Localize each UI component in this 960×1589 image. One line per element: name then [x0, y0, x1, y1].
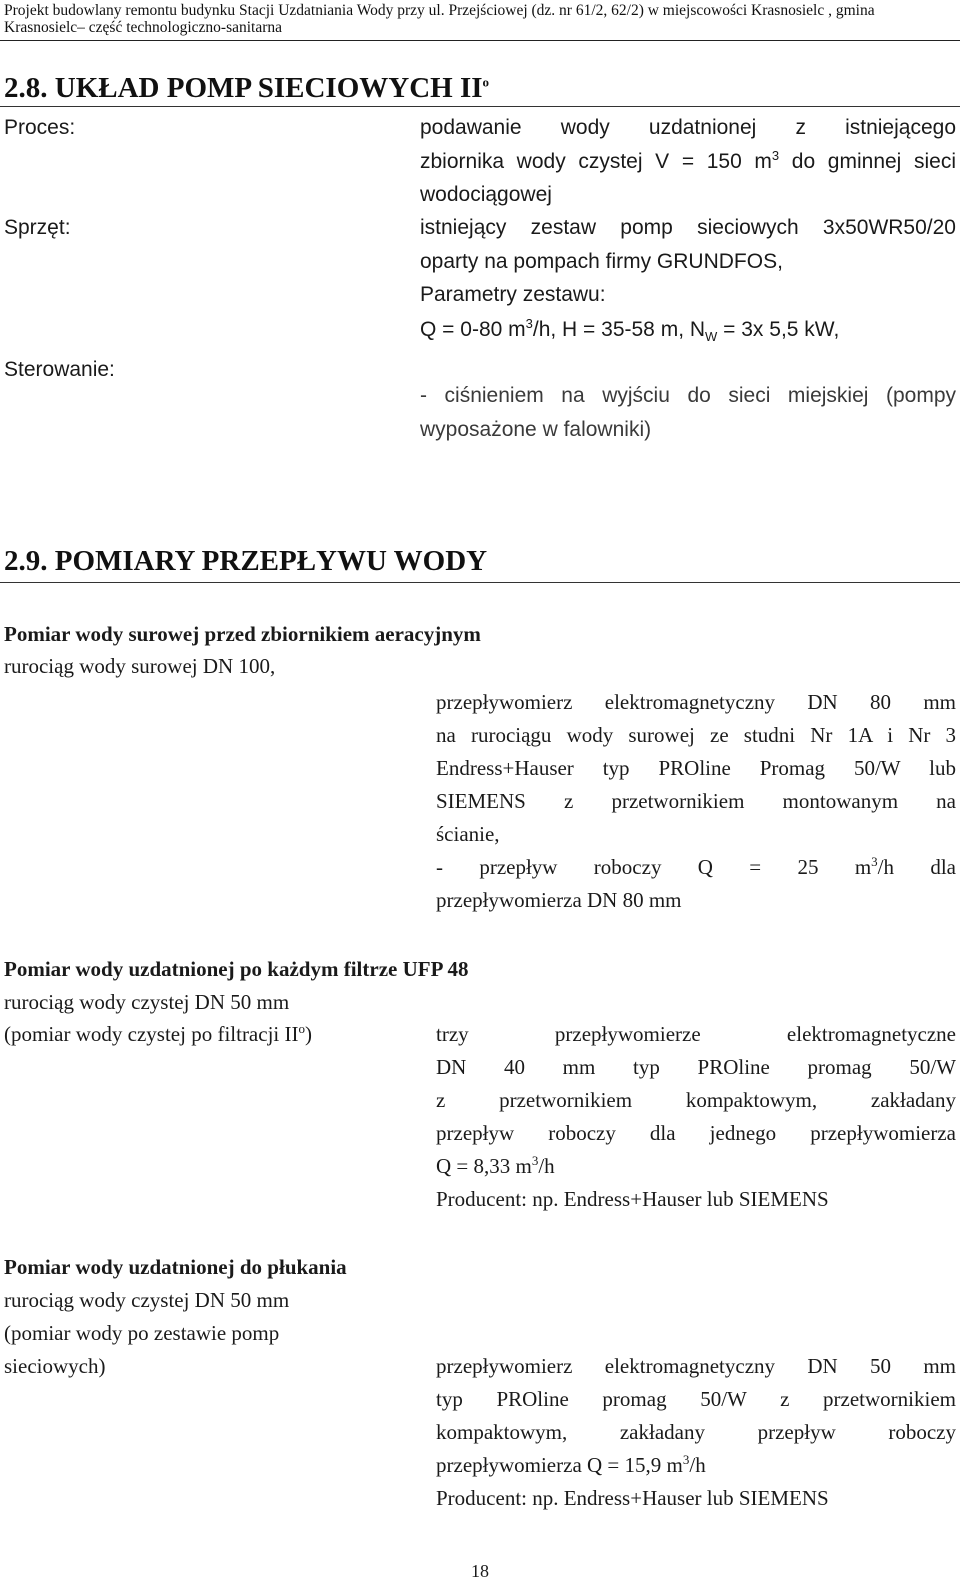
block1-right-line-3: Endress+Hauser typ PROline Promag 50/W lub	[436, 756, 956, 780]
block3-right-line-2: typ PROline promag 50/W z przetwornikiem	[436, 1387, 956, 1411]
proces-label: Proces:	[4, 116, 76, 139]
block3-right-line-4: przepływomierza Q = 15,9 $m^3/h$	[436, 1452, 706, 1477]
block2-right-line-2: DN 40 mm typ PROline promag 50/W	[436, 1055, 956, 1079]
block1-right-line-5: ścianie,	[436, 822, 500, 846]
block1-right-line-2: na rurociągu wody surowej ze studni Nr 1A i Nr 3	[436, 723, 956, 747]
block3-right-line-3: kompaktowym, zakładany przepływ roboczy	[436, 1420, 956, 1444]
sterowanie-label: Sterowanie:	[4, 358, 115, 381]
block2-right-line-6: Producent: np. Endress+Hauser lub SIEMENS	[436, 1187, 829, 1211]
running-header-line-2: Krasnosielc– część technologiczno-sanitarna	[4, 19, 283, 36]
block1-right-line-7: przepływomierza DN 80 mm	[436, 888, 682, 912]
proces-line-3: wodociągowej	[420, 183, 552, 206]
block3-heading: Pomiar wody uzdatnionej do płukania	[4, 1255, 347, 1279]
sprzet-line-1: istniejący zestaw pomp sieciowych 3x50WR50/20	[420, 216, 956, 239]
block1-right-line-1: przepływomierz elektromagnetyczny DN 80 mm	[436, 690, 956, 714]
header-divider	[0, 40, 960, 41]
block2-right-line-4: przepływ roboczy dla jednego przepływomierza	[436, 1121, 956, 1145]
block2-right-line-5: Q = 8,33 $m^3/h$	[436, 1153, 555, 1178]
section-2-9-title: 2.9. POMIARY PRZEPŁYWU WODY	[4, 545, 488, 577]
block3-right-line-1: przepływomierz elektromagnetyczny DN 50 mm	[436, 1354, 956, 1378]
running-header-line-1: Projekt budowlany remontu budynku Stacji Uzdatniania Wody przy ul. Przejściowej (dz. nr 61/2, 62/2) w miejscowości Krasnosielc , gmina	[4, 2, 875, 19]
sprzet-label: Sprzęt:	[4, 216, 71, 239]
sterowanie-line-2: wyposażone w falowniki)	[420, 418, 652, 441]
proces-line-2: zbiornika wody czystej V = 150 $m^3$ do gminnej sieci	[420, 148, 956, 173]
block1-right-line-6: - przepływ roboczy Q = 25 $m^3/h$ dla	[436, 854, 956, 879]
section-2-8-underline	[0, 106, 960, 107]
sprzet-line-2: oparty na pompach firmy GRUNDFOS,	[420, 250, 783, 273]
block1-left-line-1: rurociąg wody surowej DN 100,	[4, 654, 276, 678]
block3-left-line-2: (pomiar wody po zestawie pomp	[4, 1321, 280, 1345]
block2-left-line-1: rurociąg wody czystej DN 50 mm	[4, 990, 290, 1014]
sprzet-line-3: Parametry zestawu:	[420, 283, 606, 306]
block1-right-line-4: SIEMENS z przetwornikiem montowanym na	[436, 789, 956, 813]
block3-left-line-3: sieciowych)	[4, 1354, 106, 1378]
sterowanie-line-1: - ciśnieniem na wyjściu do sieci miejskiej (pompy	[420, 384, 956, 407]
block3-left-line-1: rurociąg wody czystej DN 50 mm	[4, 1288, 290, 1312]
section-2-8-title: 2.8. UKŁAD POMP SIECIOWYCH $II^o$	[4, 72, 490, 104]
block2-heading: Pomiar wody uzdatnionej po każdym filtrze UFP 48	[4, 957, 469, 981]
block1-heading: Pomiar wody surowej przed zbiornikiem aeracyjnym	[4, 622, 481, 646]
block3-right-line-5: Producent: np. Endress+Hauser lub SIEMENS	[436, 1486, 829, 1510]
block2-right-line-3: z przetwornikiem kompaktowym, zakładany	[436, 1088, 956, 1112]
page-number: 18	[471, 1561, 489, 1581]
proces-line-1: podawanie wody uzdatnionej z istniejącego	[420, 116, 956, 139]
pump-parameters: Q = 0-80 $m^3/h$, H = 35-58 m, $N_W = 3x$ 5,5 kW,	[420, 316, 840, 345]
block2-left-line-2: (pomiar wody czystej po filtracji $II^o$)	[4, 1021, 312, 1046]
section-2-9-underline	[0, 582, 960, 583]
block2-right-line-1: trzy przepływomierze elektromagnetyczne	[436, 1022, 956, 1046]
